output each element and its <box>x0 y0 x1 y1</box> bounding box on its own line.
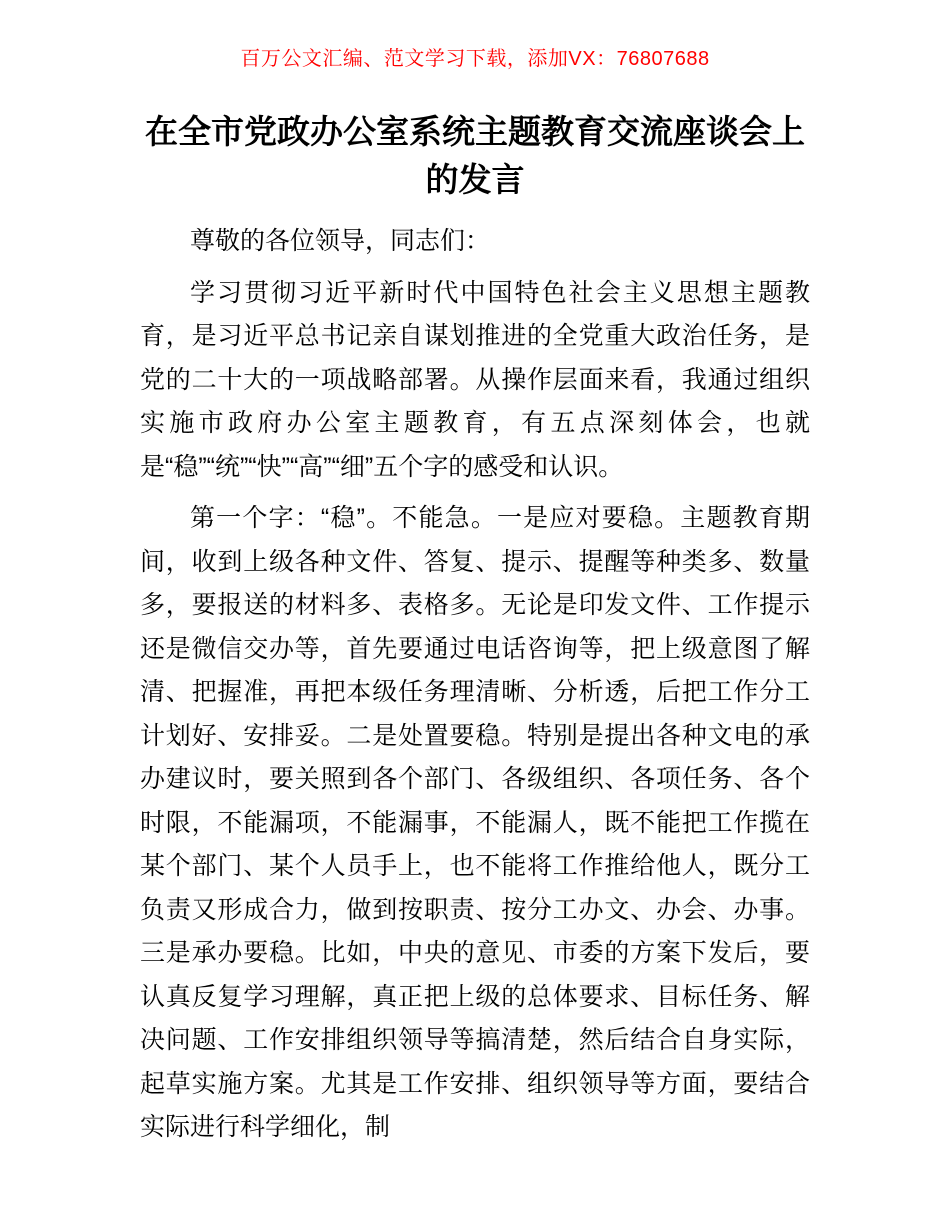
paragraph-greeting: 尊敬的各位领导，同志们： <box>190 227 491 255</box>
promo-notice-text: 百万公文汇编、范文学习下载，添加VX：76807688 <box>240 48 710 70</box>
page-title: 在全市党政办公室系统主题教育交流座谈会上的发言 <box>145 113 805 198</box>
paragraph-body: 第一个字：“稳”。不能急。一是应对要稳。主题教育期间，收到上级各种文件、答复、提示、提醒等种类多、数量多，要报送的材料多、表格多。无论是印发文件、工作提示还是微信交办等，首先要通过电话咨询等，把上级意图了解清、把握准，再把本级任务理清晰、分析透，后把工作分工计划好、安排妥。二是处置要稳。特别是提出各种文电的承办建议时，要关照到各个部门、各级组织、各项任务、各个时限，不能漏项，不能漏事，不能漏人，既不能把工作揽在某个部门、某个人员手上，也不能将工作推给他人，既分工负责又形成合力，做到按职责、按分工办文、办会、办事。三是承办要稳。比如，中央的意见、市委的方案下发后，要认真反复学习理解，真正把上级的总体要求、目标任务、解决问题、工作安排组织领导等搞清楚，然后结合自身实际，起草实施方案。尤其是工作安排、组织领导等方面，要结合实际进行科学细化，制 <box>140 504 810 1141</box>
paragraph-intro: 学习贯彻习近平新时代中国特色社会主义思想主题教育，是习近平总书记亲自谋划推进的全党重大政治任务，是党的二十大的一项战略部署。从操作层面来看，我通过组织实施市政府办公室主题教育，有五点深刻体会，也就是“稳”“统”“快”“高”“细”五个字的感受和认识。 <box>140 278 810 481</box>
